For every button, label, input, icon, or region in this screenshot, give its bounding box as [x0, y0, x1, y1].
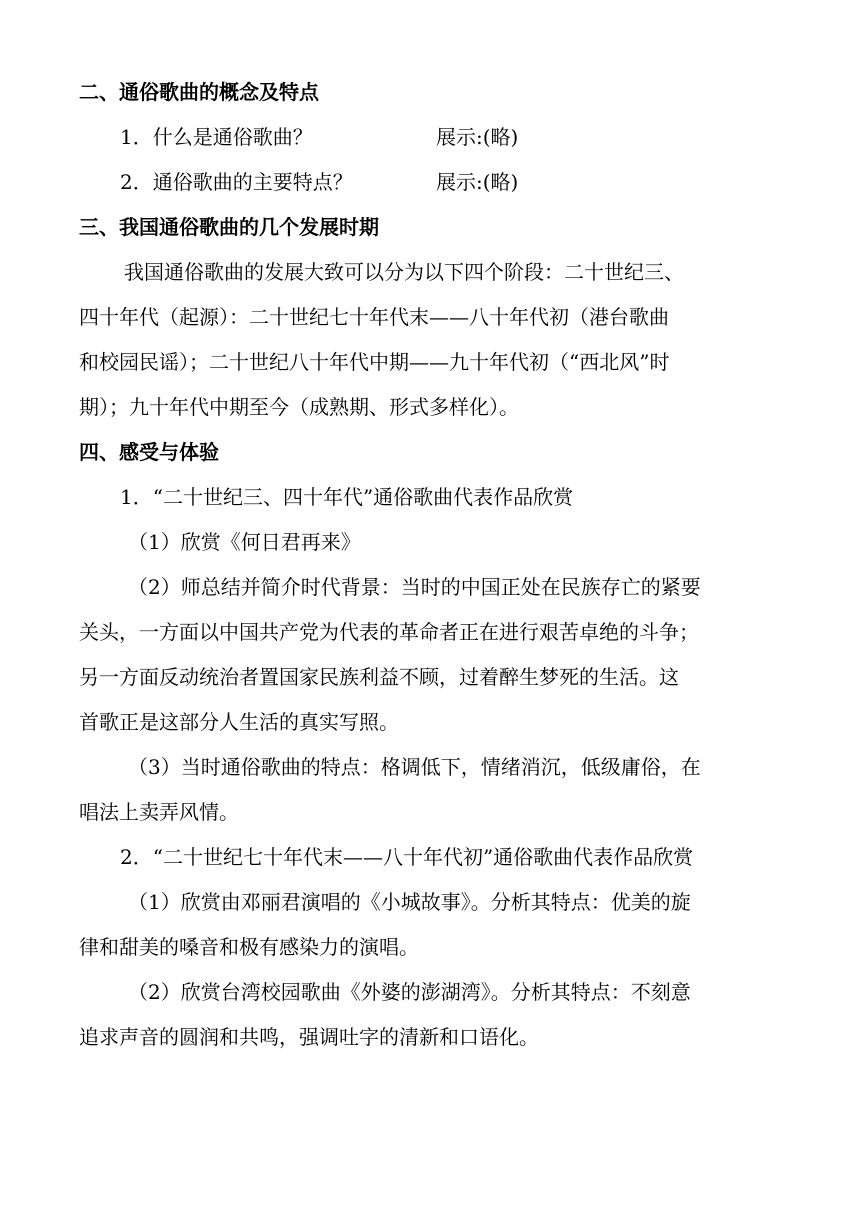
paragraph-line: 关头，一方面以中国共产党为代表的革命者正在进行艰苦卓绝的斗争；	[79, 620, 699, 644]
list-item	[0, 170, 860, 194]
paragraph-line: 律和甜美的嗓音和极有感染力的演唱。	[79, 935, 419, 959]
list-item-text: 1．什么是通俗歌曲？	[120, 125, 313, 149]
paragraph-line: （1）欣赏由邓丽君演唱的《小城故事》。分析其特点：优美的旋	[128, 890, 691, 914]
subsection-title-1: 1．“二十世纪三、四十年代”通俗歌曲代表作品欣赏	[120, 485, 574, 509]
paragraph-line: 唱法上卖弄风情。	[79, 800, 239, 824]
paragraph-line: （1）欣赏《何日君再来》	[128, 530, 361, 554]
paragraph-line: 追求声音的圆润和共鸣，强调吐字的清新和口语化。	[79, 1025, 539, 1049]
list-item-note: 展示:(略)	[436, 170, 519, 194]
list-item-text: 2．通俗歌曲的主要特点？	[120, 170, 353, 194]
subsection-title-2: 2．“二十世纪七十年代末——八十年代初”通俗歌曲代表作品欣赏	[120, 845, 694, 869]
paragraph-line: 和校园民谣）；二十世纪八十年代中期——九十年代初（“西北风”时	[79, 350, 670, 374]
paragraph-line: 另一方面反动统治者置国家民族利益不顾，过着醉生梦死的生活。这	[79, 665, 679, 689]
paragraph-line: 首歌正是这部分人生活的真实写照。	[79, 710, 399, 734]
section-heading-2: 二、通俗歌曲的概念及特点	[79, 80, 319, 104]
paragraph-line: （2）师总结并简介时代背景：当时的中国正处在民族存亡的紧要	[128, 575, 701, 599]
paragraph-line: 四十年代（起源）：二十世纪七十年代末——八十年代初（港台歌曲	[79, 305, 669, 329]
paragraph-line: （3）当时通俗歌曲的特点：格调低下，情绪消沉，低级庸俗，在	[128, 755, 701, 779]
paragraph-line: （2）欣赏台湾校园歌曲《外婆的澎湖湾》。分析其特点：不刻意	[128, 980, 691, 1004]
paragraph-line: 我国通俗歌曲的发展大致可以分为以下四个阶段：二十世纪三、	[124, 260, 684, 284]
paragraph-line: 期）；九十年代中期至今（成熟期、形式多样化）。	[79, 395, 519, 419]
list-item-note: 展示:(略)	[436, 125, 519, 149]
list-item	[0, 125, 860, 149]
section-heading-3: 三、我国通俗歌曲的几个发展时期	[79, 215, 379, 239]
section-heading-4: 四、感受与体验	[79, 440, 219, 464]
